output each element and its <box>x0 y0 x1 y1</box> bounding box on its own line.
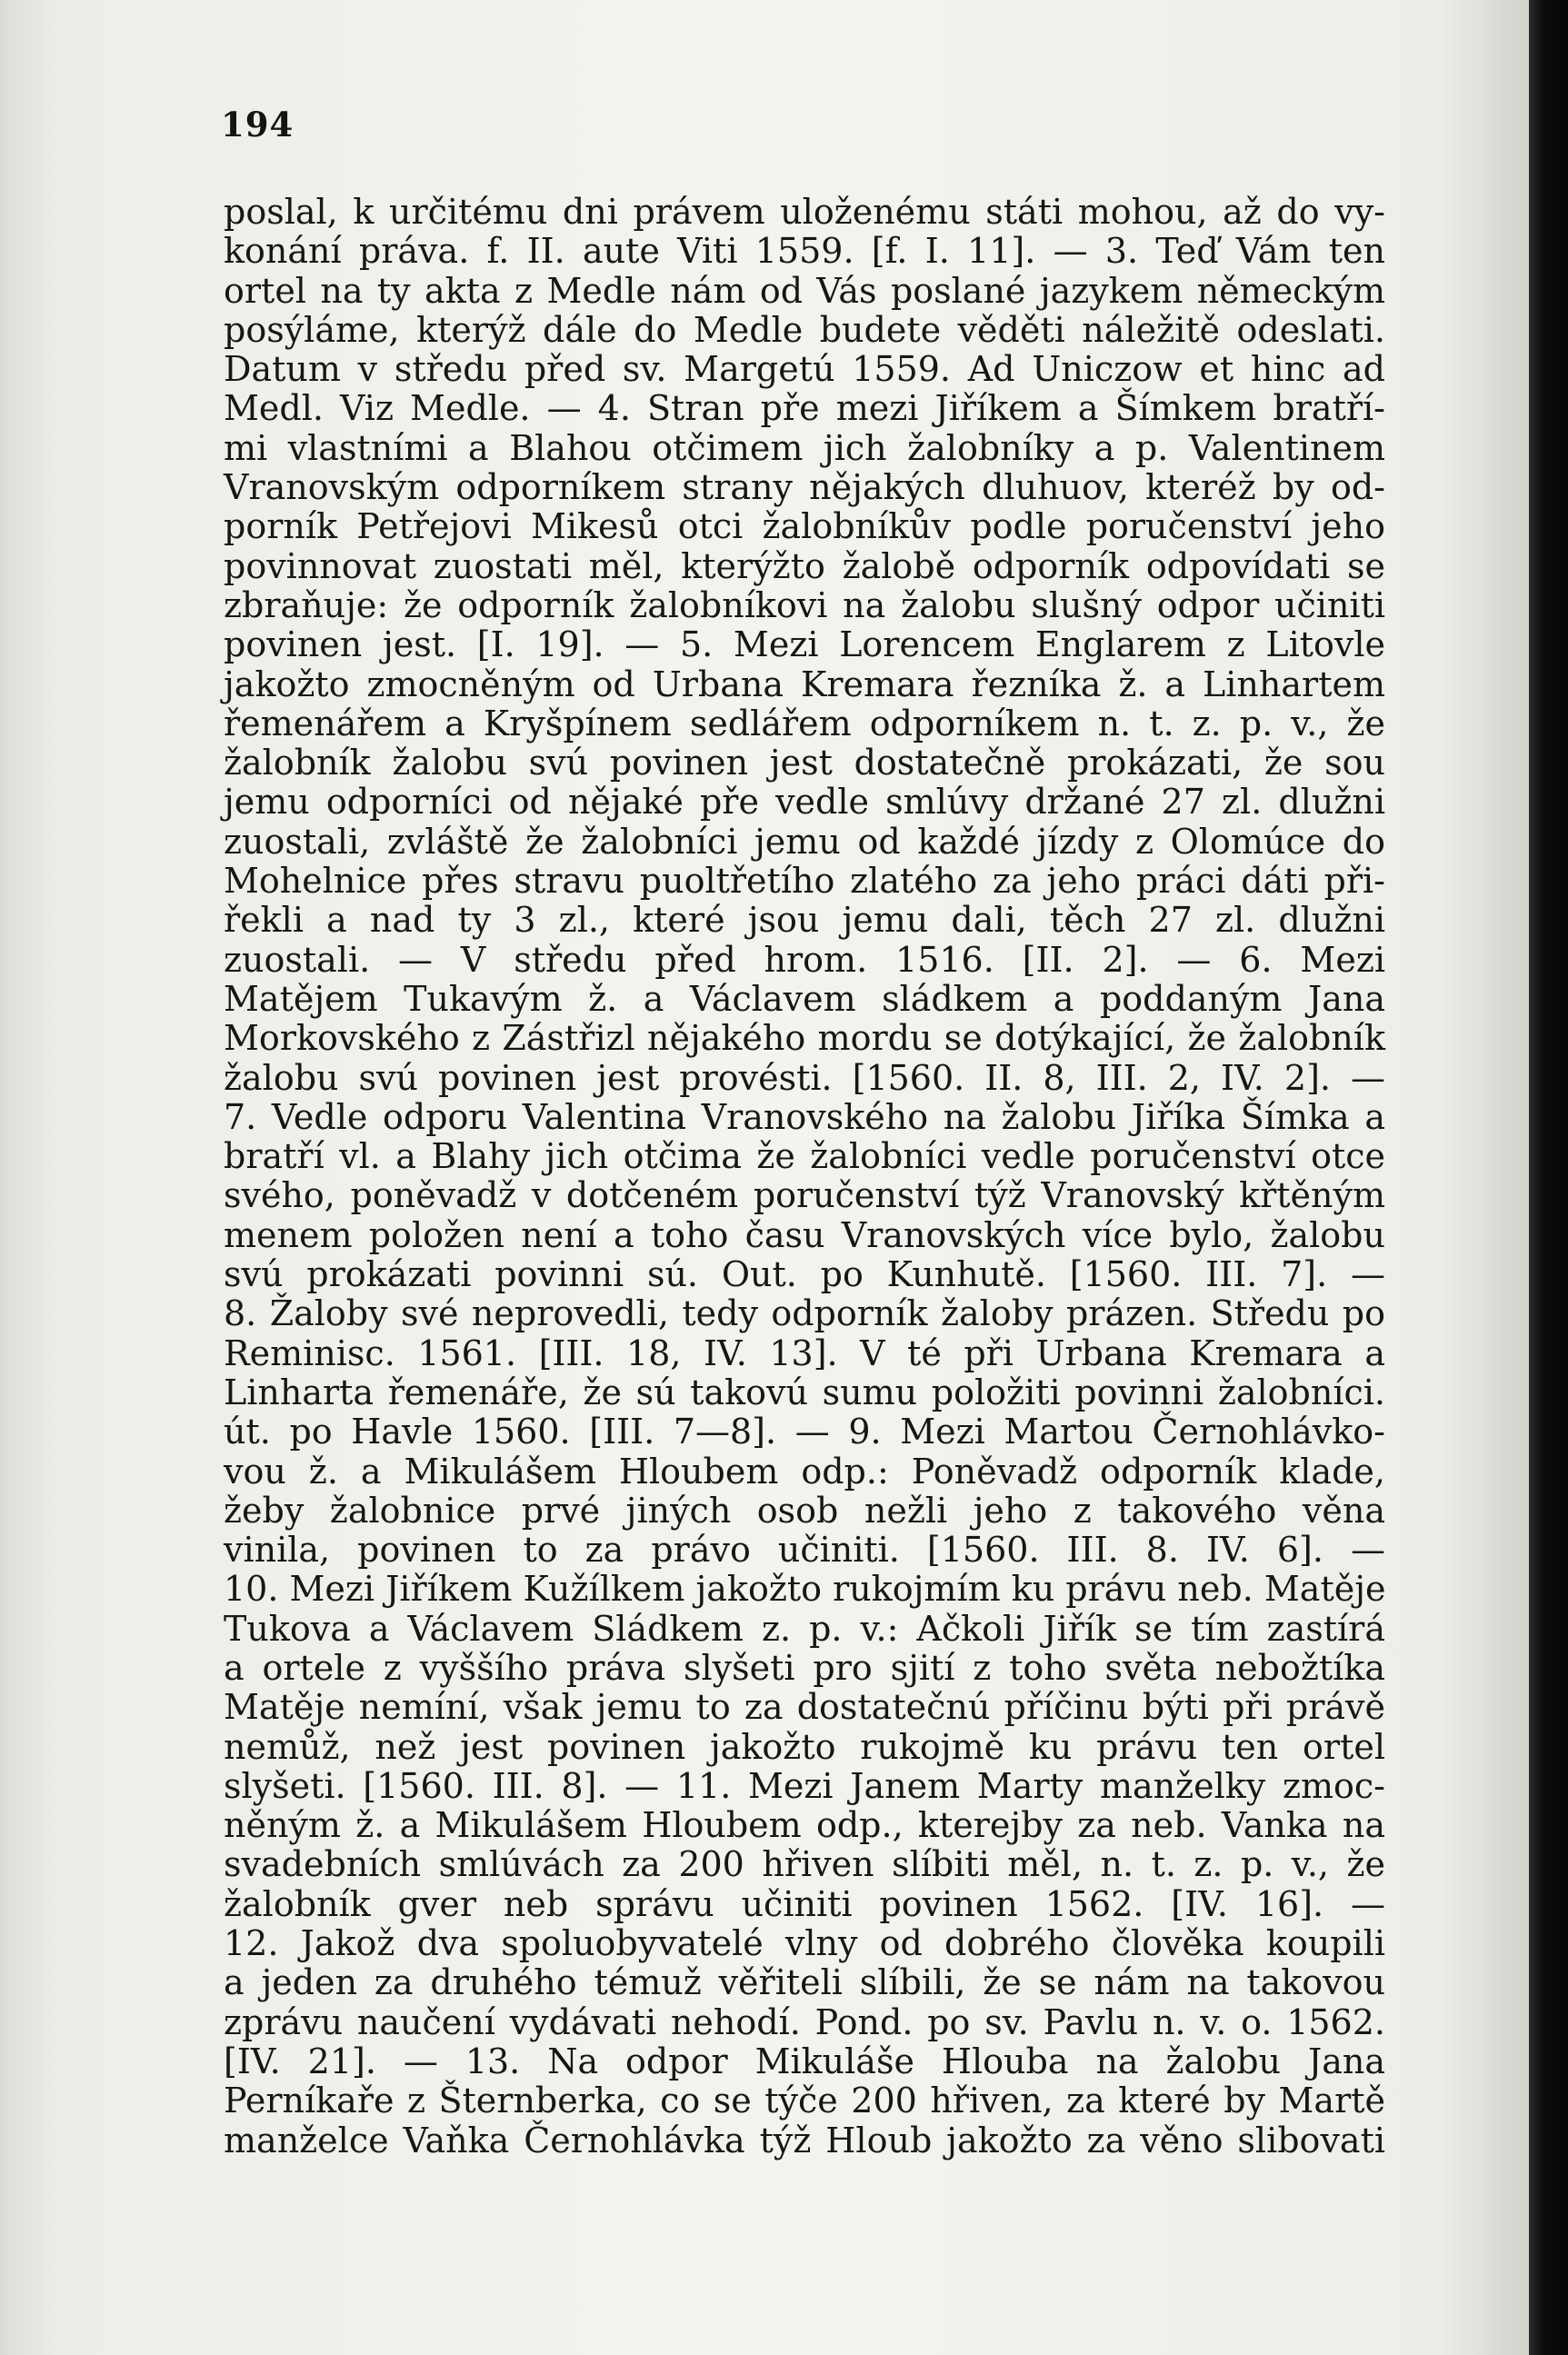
text-line: mi vlastními a Blahou otčimem jich žalobníky a p. Valentinem <box>224 427 1385 468</box>
text-line: Vranovským odporníkem strany nějakých dluhuov, kteréž by od- <box>224 467 1385 508</box>
text-line: út. po Havle 1560. [III. 7—8]. — 9. Mezi Martou Černohlávko- <box>224 1412 1385 1452</box>
text-line: 10. Mezi Jiříkem Kužílkem jakožto rukojmím ku právu neb. Matěje <box>224 1569 1386 1610</box>
text-line: manželce Vaňka Černohlávka týž Hloub jakožto za věno slibovati <box>224 2120 1385 2160</box>
text-line: žeby žalobnice prvé jiných osob nežli jeho z takového věna <box>224 1490 1385 1531</box>
text-line: bratří vl. a Blahy jich otčima že žalobníci vedle poručenství otce <box>224 1136 1385 1177</box>
text-line: slyšeti. [1560. III. 8]. — 11. Mezi Janem Marty manželky zmoc- <box>224 1765 1385 1806</box>
text-line: a ortele z vyššího práva slyšeti pro sjití z toho světa nebožtíka <box>224 1647 1385 1688</box>
text-line: povinnovat zuostati měl, kterýžto žalobě odporník odpovídati se <box>224 545 1385 586</box>
page-number: 194 <box>221 105 295 145</box>
text-line: porník Petřejovi Mikesů otci žalobníkův podle poručenství jeho <box>224 506 1385 547</box>
text-line: a jeden za druhého témuž věřiteli slíbili, že se nám na takovou <box>224 1962 1385 2003</box>
text-line: žalobu svú povinen jest provésti. [1560. II. 8, III. 2, IV. 2]. — <box>224 1057 1385 1098</box>
text-line: svú prokázati povinni sú. Out. po Kunhutě. [1560. III. 7]. — <box>224 1254 1385 1295</box>
text-line: něným ž. a Mikulášem Hloubem odp., kterejby za neb. Vanka na <box>224 1805 1385 1846</box>
text-line: zuostali, zvláště že žalobníci jemu od každé jízdy z Olomúce do <box>224 821 1385 862</box>
text-line: Datum v středu před sv. Margetú 1559. Ad Uniczow et hinc ad <box>224 349 1385 390</box>
text-line: 7. Vedle odporu Valentina Vranovského na žalobu Jiříka Šímka a <box>224 1096 1385 1137</box>
scan-edge <box>1529 0 1568 2355</box>
text-line: Medl. Viz Medle. — 4. Stran pře mezi Jiříkem a Šímkem bratří- <box>224 388 1385 429</box>
text-line: ortel na ty akta z Medle nám od Vás poslané jazykem německým <box>224 270 1385 311</box>
text-line: vinila, povinen to za právo učiniti. [1560. III. 8. IV. 6]. — <box>224 1530 1385 1571</box>
text-line: zprávu naučení vydávati nehodí. Pond. po sv. Pavlu n. v. o. 1562. <box>224 2001 1385 2042</box>
text-line: vou ž. a Mikulášem Hloubem odp.: Poněvadž odporník klade, <box>224 1451 1385 1492</box>
text-line: nemůž, než jest povinen jakožto rukojmě ku právu ten ortel <box>224 1726 1385 1767</box>
text-line: Morkovského z Zástřizl nějakého mordu se dotýkající, že žalobník <box>224 1018 1385 1059</box>
text-line: [IV. 21]. — 13. Na odpor Mikuláše Hlouba na žalobu Jana <box>224 2041 1385 2081</box>
text-line: konání práva. f. II. aute Viti 1559. [f. I. 11]. — 3. Teď Vám ten <box>224 231 1385 272</box>
text-line: Perníkaře z Šternberka, co se týče 200 hřiven, za které by Martě <box>224 2081 1385 2121</box>
text-line: povinen jest. [I. 19]. — 5. Mezi Lorencem Englarem z Litovle <box>224 624 1385 665</box>
text-line: posýláme, kterýž dále do Medle budete věděti náležitě odeslati. <box>224 309 1385 350</box>
text-line: svadebních smlúvách za 200 hřiven slíbiti měl, n. t. z. p. v., že <box>224 1844 1385 1885</box>
text-line: jakožto zmocněným od Urbana Kremara řezníka ž. a Linhartem <box>224 664 1385 704</box>
text-line: zuostali. — V středu před hrom. 1516. [II. 2]. — 6. Mezi <box>224 939 1385 980</box>
text-line: řemenářem a Kryšpínem sedlářem odporníkem n. t. z. p. v., že <box>224 703 1385 743</box>
text-line: Matěje nemíní, však jemu to za dostatečnú příčinu býti při právě <box>224 1687 1385 1728</box>
text-line: žalobník žalobu svú povinen jest dostatečně prokázati, že sou <box>224 743 1385 783</box>
text-line: poslal, k určitému dni právem uloženému státi mohou, až do vy- <box>224 192 1385 232</box>
text-line: řekli a nad ty 3 zl., které jsou jemu dali, těch 27 zl. dlužni <box>224 900 1385 941</box>
text-line: Linharta řemenáře, že sú takovú sumu položiti povinni žalobníci. <box>224 1372 1385 1412</box>
text-line: 12. Jakož dva spoluobyvatelé vlny od dobrého člověka koupili <box>224 1923 1385 1964</box>
text-line: Matějem Tukavým ž. a Václavem sládkem a poddaným Jana <box>224 978 1385 1019</box>
text-line: 8. Žaloby své neprovedli, tedy odporník žaloby prázen. Středu po <box>224 1293 1385 1334</box>
text-line: menem položen není a toho času Vranovských více bylo, žalobu <box>224 1214 1385 1255</box>
text-line: jemu odporníci od nějaké pře vedle smlúvy držané 27 zl. dlužni <box>224 782 1385 823</box>
text-line: Tukova a Václavem Sládkem z. p. v.: Ačkoli Jiřík se tím zastírá <box>224 1608 1385 1649</box>
text-line: svého, poněvadž v dotčeném poručenství týž Vranovský křtěným <box>224 1175 1385 1216</box>
body-text <box>224 193 1385 2160</box>
text-line: Mohelnice přes stravu puoltřetího zlatého za jeho práci dáti při- <box>224 861 1385 902</box>
text-line: žalobník gver neb správu učiniti povinen 1562. [IV. 16]. — <box>224 1883 1385 1924</box>
text-line: Reminisc. 1561. [III. 18, IV. 13]. V té při Urbana Kremara a <box>224 1332 1385 1373</box>
text-line: zbraňuje: že odporník žalobníkovi na žalobu slušný odpor učiniti <box>224 584 1385 625</box>
